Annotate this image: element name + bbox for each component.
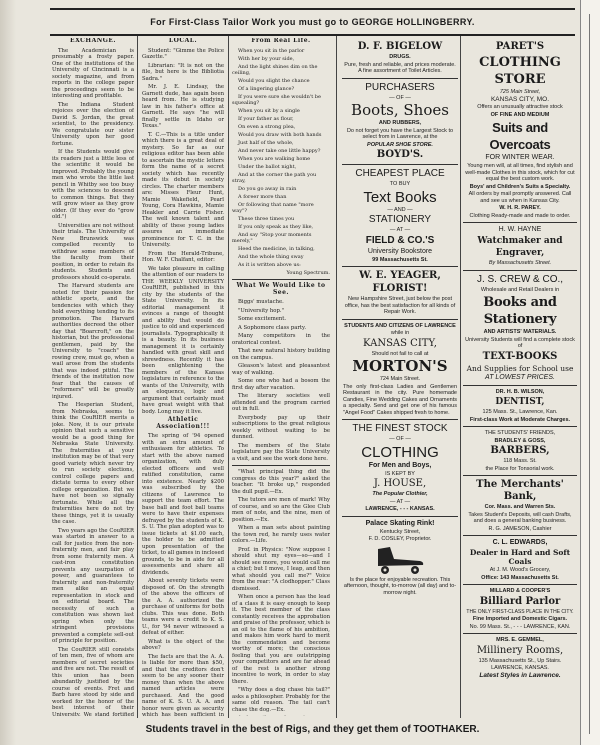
ad-line: TO BUY: [389, 181, 411, 187]
poem-line: And never take one little happy?: [238, 147, 321, 154]
ad-edwards: [463, 536, 577, 585]
exchange-column: [52, 38, 134, 716]
poem-line: And say "Stop your moments merely,": [232, 231, 312, 244]
ad-title: Books and Stationery: [483, 295, 557, 327]
ad-line: All orders by mail promptly answered. Call and see us when in Kansas City.: [468, 191, 572, 204]
poem-line: Or following that name "more way"?: [232, 201, 314, 214]
joke-paragraph: "Why does a dog chase his tail?" asks a philosopher. Probably for the same old reason. The tail can't chase the dog.—Ex.: [232, 687, 330, 713]
poem-line: When you sit in the parlor: [238, 47, 305, 54]
ad-line: — AND —: [387, 206, 413, 213]
poem-line: A foreer more than: [238, 193, 287, 200]
ad-line: At J. M. Wood's Grocery,: [489, 567, 551, 573]
ad-boyds: [342, 79, 458, 166]
ad-title: The Merchants' Bank,: [476, 479, 564, 502]
poem-line: Heed the medicine, in talking,: [238, 245, 315, 252]
ad-line: C. L. EDWARDS,: [492, 539, 548, 546]
exchange-paragraph: The Harvard students are noted for their passion for athletic sports, and the tendencies with which they hold everything tending to its promotion. The Harvard authorities decreed the other day that "Boarcroft," on the historian, but the professional gentlemen, paid by the University to "coach" the rowing crew, must go, when a wail arose from the students that was indeed pitiful. The friends of the institution now fear that the causes of "reformers" will be greatly injured.: [52, 283, 134, 400]
ad-line: — AT —: [389, 227, 411, 233]
ad-title: DENTIST,: [495, 397, 545, 407]
column-rule: [460, 36, 461, 718]
local-paragraph: Student: "Gimme the Police Gazette.": [142, 47, 224, 60]
ad-line: THE FINEST STOCK: [352, 423, 448, 434]
ad-line: LAWRENCE, KANSAS.: [491, 665, 549, 671]
ad-line: DR. H. B. WILSON,: [495, 388, 545, 395]
ad-line: STUDENTS AND CITIZENS OF LAWRENCE: [344, 322, 456, 329]
poem-line: [232, 715, 330, 716]
ad-line: J. S. CREW & CO.,: [476, 273, 564, 285]
ad-line: Pure, fresh and reliable, and prices moderate. A fine assortment of Toilet Articles.: [344, 61, 456, 74]
ad-line: LAWRENCE, - - - KANSAS.: [365, 506, 435, 512]
ad-line: New Hampshire Street, just below the post office, has the best satisfaction for all kinds of Repair Work.: [344, 296, 456, 315]
ads-column-left: [342, 38, 458, 716]
athletic-paragraph: The spring of '94 opened with an extra amount of enthusiasm for athletics. To start with the above named organization, with duly elected officers and well ratified constitution, came into existence. Nearly $200 was subscribed by the citizens of Lawrence to support the team effort. The base ball and foot ball teams were to have their expenses defrayed by the students of K. S. U. The plan adopted was to issue tickets at $1.00 each, the holder to be admitted upon presentation of the ticket, to all games in inclosed grounds, to be in aide for all assessments and share all dividends.: [142, 433, 224, 576]
ad-hayne: [463, 223, 577, 271]
ad-line: — OF —: [389, 94, 411, 101]
ad-dentist: [463, 386, 577, 428]
ad-line: POPULAR SHOE STORE.: [367, 141, 433, 148]
ad-merchants-bank: [463, 476, 577, 536]
ad-line: — OF —: [389, 436, 411, 442]
wishlist-item: A Sophomore class party.: [238, 324, 307, 331]
ad-line: J. HOUSE,: [373, 478, 427, 489]
poem-signature: Young Spectrum.: [286, 269, 330, 276]
ad-title: D. F. BIGELOW: [357, 41, 443, 52]
ad-line: 725 Main Street,: [499, 89, 541, 95]
ad-line: the Place for Tonsorial work.: [485, 465, 555, 472]
poem-line: If you were sure she wouldn't be squealing?: [232, 93, 321, 106]
ad-line: 99 Massachusetts St.: [372, 256, 428, 263]
ad-line: MILLARD & COOPER'S: [489, 588, 551, 594]
local-paragraph: We take pleasure in calling the attention of our readers to THE WEEKLY UNIVERSITY CouRIER, published in this city by the students of the State University. In its editorial management it evinces a range of thought and ability that would do justice to old and experienced journalists. Typographically it is a beauty. In its business management it is certainly handled with great skill and shrewdness. Recently it has been enlightening the members of the Kansas legislature in reference to the wants of the University, with an eloquence, logic and argument that certainly must have great weight with that body. Long may it live.: [142, 265, 224, 415]
ad-line: 125 Mass. St., Lawrence, Kan.: [482, 409, 558, 415]
poem-line: Just half of the whole,: [238, 139, 294, 146]
ad-title: Billiard Parlor: [479, 595, 561, 607]
poem-line: As it is written above us:: [238, 261, 301, 268]
ad-crew: [463, 271, 577, 386]
ad-line: — AT —: [389, 498, 411, 505]
ad-line: MRS. E. GEMMEL,: [496, 637, 544, 643]
ad-field-co: [342, 165, 458, 267]
ad-line: KANSAS CITY,: [363, 337, 437, 349]
ad-title: Palace Skating Rink!: [365, 519, 435, 527]
divider: [232, 279, 330, 280]
divider: [232, 465, 330, 466]
poem-line: If your father as flour,: [238, 115, 294, 122]
ad-line: AT LOWEST PRICES.: [485, 373, 555, 381]
ad-line: DRUGS.: [389, 54, 411, 60]
ad-line: THE ONLY FIRST-CLASS PLACE IN THE CITY.: [466, 608, 574, 615]
ad-line: The Popular Clothier,: [372, 491, 428, 497]
ad-title: FLORIST!: [372, 283, 428, 294]
ad-line: University Students will find a complete stock of: [465, 336, 575, 349]
joke-paragraph: The tutors are men of mark! Why of course, and so are the Glee Club men of note, and the nine, men of position.—Ex.: [232, 497, 330, 523]
ad-line: Should not fail to call at: [371, 350, 429, 357]
local-paragraph: From the Herald-Tribune, Hon. W. F. Chalfant, editor:: [142, 250, 224, 263]
ad-title: BARBERS,: [490, 445, 550, 456]
ad-line: F. D. COSLEY, Proprietor.: [368, 536, 432, 542]
ad-line: IS KEPT BY: [385, 470, 415, 477]
ad-gemmel: [463, 634, 577, 682]
ad-line: THE STUDENTS' FRIENDS,: [484, 430, 556, 436]
ad-line: STATIONERY: [368, 214, 432, 225]
ad-line: PURCHASERS: [365, 81, 435, 93]
ad-barbers: [463, 427, 577, 476]
ad-line: Kentucky Street,: [379, 528, 421, 535]
ad-billiard: [463, 585, 577, 634]
wishlist-item: Everybody pay up their subscriptions to the great religious weekly without waiting to be dunned.: [232, 414, 330, 440]
ad-line: W. E. YEAGER,: [359, 270, 441, 281]
ad-line: Clothing Ready-made and made to order.: [469, 212, 571, 219]
real-life-heading: From Real Life.: [251, 38, 311, 44]
wishlist-item: The literary societies well attended and the program carried out in full.: [232, 393, 330, 412]
wishlist-item: The members of the State legislature pay the State University a visit, and see the work done here.: [232, 442, 330, 462]
ad-line: FIELD & CO.'S: [365, 234, 435, 246]
poem-line: When you sit by a single: [238, 107, 300, 114]
page-left-margin: [0, 0, 16, 745]
exchange-paragraph: The Indiana Student rejoices over the election of David S. Jordan, the great scientist, to the presidency. We congratulate our sister University upon her good fortune.: [52, 101, 134, 147]
local-paragraph: Mr. J. E. Lindsay, the Garnett dude, has again been heard from. He is studying law in his father's office at Garnett. He says "he will finally settle in Idaho or Texas.": [142, 84, 224, 129]
wishlist-item: Some excitement.: [238, 316, 287, 322]
ad-line: Office: 143 Massachusetts St.: [481, 574, 559, 581]
ad-title: Millinery Rooms,: [476, 644, 564, 656]
next-page-edge: [580, 0, 600, 745]
ad-line: 118 Mass. St.: [503, 458, 537, 464]
ad-bigelow: [342, 38, 458, 79]
wishlist-item: "University hop.": [238, 307, 284, 314]
center-column: [232, 38, 330, 716]
wishlist-item: Some one who had a bosom the first day after vacation.: [232, 378, 330, 391]
ad-title: MORTON'S: [352, 357, 448, 375]
ad-line: R. G. JAMESON, Cashier: [488, 525, 552, 532]
next-page-rule: [589, 14, 590, 734]
athletic-paragraph: About seventy tickets were disposed of. On the strength of the above the officers of the A. A. authorized the purchase of uniforms for both clubs. This was done. Both teams were a credit to K. S. U., for '94 never witnessed a defeat of either.: [142, 578, 224, 636]
wishlist: [232, 299, 330, 462]
ad-line: Takes Student's Deposits, will cash Drafts, and does a general banking business.: [468, 511, 572, 524]
athletic-paragraph: What is the object of the above?: [142, 638, 224, 651]
exchange-paragraph: Two years ago the CouRIER was started in answer to a call for justice from the non-fraternity men, and fair play from some fraternity men. A cast-iron constitution prevents any usurpation of power, and guarantees to fraternity and non-fraternity men alike an equal representation in stock and on editorial board. The necessity of such a constitution was shown last spring when only the stringent provisions prevented a complete sell-out of principle for position.: [52, 527, 134, 644]
wishlist-heading: What We Would Like to See.: [236, 282, 326, 296]
ad-line: No. 99 Mass. St., - - - LAWRENCE, KAN.: [469, 623, 571, 630]
ad-line: OF FINE AND MEDIUM: [490, 111, 550, 118]
column-rule: [228, 36, 229, 718]
ad-title: Text Books: [363, 188, 437, 206]
ad-skating-rink: [342, 517, 458, 600]
poem-line: And the whole thing sway: [238, 253, 304, 260]
ad-house-clothing: [342, 420, 458, 517]
poem-line: Would you draw with both hands: [238, 131, 322, 138]
poem-line: If you only speak as they like,: [238, 223, 314, 230]
ad-line: H. W. HAYNE: [498, 226, 542, 233]
ad-line: Wholesale and Retail Dealers in: [480, 286, 560, 293]
top-banner: For First-Class Tailor Work you must go to GEORGE HOLLINGBERRY.: [50, 8, 575, 36]
ad-yeager: [342, 267, 458, 320]
ad-line: University Bookstore: [367, 247, 433, 255]
real-life-poem: [232, 48, 330, 268]
ad-parets: [463, 38, 577, 223]
ad-line: The only first-class Ladies and Gentlemen Restaurant in the city. Pure homemade Candies, Fine Wedding Cakes and Ornaments a specialty. Send and get one of his famous "Angel Food" Cakes shipped fresh to home.: [343, 383, 457, 416]
ad-line: First-class Work at Moderate Charges.: [469, 416, 571, 423]
local-heading: LOCAL.: [168, 38, 198, 44]
ad-line: Is the place for enjoyable recreation. This afternoon, thought, to-morrow (all day) and to-morrow night.: [343, 576, 457, 596]
local-paragraph: T. C.—This is a title under which there is a great deal of mystery. So far as our religious editor has been able to ascertain the mystic letters form the name of a secret society which has recently made its debut in society circles. The charter members are: Misses Fleur Hunt, Mamie Wakefield, Pearl Young, Cora Hawkins, Mamie Heakler and Carrie Fisher. The well known talent and ability of these young ladies assures an immediate prominence for T. C. in the University.: [142, 131, 224, 248]
exchange-paragraph: The Academician is presumably a frosty paper. One of the institutions of the University of Cincinnati is a society magazine, and from reports in the college paper the proceedings seem to be interesting and profitable.: [52, 47, 134, 99]
ad-line: Latest Styles in Lawrence.: [479, 671, 561, 679]
poem-line: And at the corner the path you stray,: [232, 171, 317, 184]
poem-line: With her by your side,: [238, 55, 295, 62]
wishlist-item: Many competitors in the oratorical contest.: [232, 333, 330, 346]
ad-line: AND RUBBERS,: [378, 120, 422, 126]
ad-line: BRADLEY & GOSS,: [494, 437, 546, 444]
ad-line: Cor. Mass. and Warren Sts.: [484, 504, 556, 510]
poem-line: These three times you: [238, 215, 295, 222]
wishlist-item: That new natural history building on the campus.: [232, 348, 330, 361]
ad-line: W. H. R. PAREY.: [499, 205, 541, 211]
ad-mortons: [342, 320, 458, 421]
ad-line: For Men and Boys,: [368, 461, 432, 469]
ad-line: AND ARTISTS' MATERIALS.: [483, 329, 557, 335]
poem-line: Would you slight the chance: [238, 77, 310, 84]
poem-line: On even a strong plea,: [238, 123, 296, 130]
athletic-paragraph: The facts are that the A. A. is liable for more than $50, and that the creditors don't seem to be any sooner their money than when the above named articles were purchased. And the good name of K. S. U. A. A. and honor were given as security which has been sufficient in: [142, 653, 224, 716]
ad-line: 724 Main Street.: [379, 376, 421, 382]
poem-line: And the light shines dim on the ceiling,: [232, 63, 318, 76]
joke-paragraph: When once a person has the lead of a class it is easy enough to keep it. The best member of the class constantly receives the approbation and praise of the professor, which is an oil to the flame of his ambition, and makes him work hard to merit the commendation and become worthy of more; the conscious feeling that you are outstripping your competitors and are far ahead of the rest is another strong incentive to work, in order to stay there.: [232, 594, 330, 685]
exchange-paragraph: The CouRIER still consists of ten men, five of whom are members of secret societies and five are not. The result of this union has been abundantly justified by the course of events. Fret and Barb have stood by side and worked for the honor of the best interest of their University. We stand fortified: [52, 646, 134, 716]
poem-line: When you are walking home: [238, 155, 311, 162]
ad-line: Do not forget you have the Largest Stock to select from in Lawrence, at the: [346, 127, 454, 140]
ad-line: By Massachusetts Street.: [488, 260, 552, 266]
ad-line: Suits and Overcoats: [489, 120, 551, 152]
local-column: [142, 38, 224, 716]
closing-poem: [232, 715, 330, 716]
joke-paragraph: When a man sets about painting the town red, he rarely uses water colors.—Life.: [232, 525, 330, 544]
ad-line: Boys' and Children's Suits a Specialty.: [469, 183, 571, 190]
ad-line: Fine Imported and Domestic Cigars.: [472, 616, 568, 622]
joke-paragraph: "What principal thing did the congress do this year?" asked the teacher. "It broke up," responded the dull pupil.—Ex.: [232, 469, 330, 495]
ad-line: Young men will, at all times, find stylish and well-made Clothes in this stock, which for cut equal the best custom work.: [465, 163, 575, 182]
ad-title: Dealer in Hard and Soft Coals: [469, 548, 571, 566]
ad-title: Boots, Shoes: [351, 101, 449, 119]
ad-line: TEXT-BOOKS: [482, 350, 558, 362]
ad-line: Offers an unusually attractive stock: [477, 104, 563, 110]
local-paragraph: Librarian: "It is not on the file, but here is the Bibliotia Sadra.": [142, 62, 224, 82]
ad-line: CHEAPEST PLACE: [355, 168, 445, 179]
ad-title: CLOTHING STORE: [479, 55, 561, 87]
bottom-banner: Students travel in the best of Rigs, and they get them of TOOTHAKER.: [145, 724, 480, 735]
ad-title: CLOTHING: [361, 443, 439, 461]
ad-line: 135 Massachusetts St., Up Stairs.: [478, 657, 562, 664]
ad-line: PARET'S: [495, 41, 545, 52]
poem-line: Under the ballot night,: [238, 163, 297, 170]
poem-line: Do you go away in rain: [238, 185, 297, 192]
athletic-heading: Athletic Association!!!: [156, 416, 210, 430]
exchange-paragraph: If the Students would give its readers just a little less of the scientific it would be improved. Probably the young men who wrote the little last pencil in Whitby see too busy with the sciences to descend to common things. But they will grow wiser as they grow older. (If they ever do "grow old."): [52, 149, 134, 220]
exchange-heading: EXCHANGE.: [70, 38, 116, 44]
ad-title: Watchmaker and Engraver,: [477, 236, 563, 258]
ad-line: KANSAS CITY, MO.: [490, 95, 550, 103]
exchange-paragraph: The Hesperian Student, from Nebraska, seems to think the CouRIER merits a joke. Now, it is our private opinion that such a sensitive would be a good thing for Nebraska State University. The fraternities at your institution may be of that very good variety which never try to run society elections, control college papers and dictate terms to every other college organization. But we have not been so signally fortunate. While all the fraternities here do not try these things, yet it is usually the case.: [52, 402, 134, 525]
column-rule: [336, 36, 337, 718]
column-rule: [137, 36, 138, 718]
ad-line: FOR WINTER WEAR.: [485, 154, 555, 161]
wishlist-item: Biggs' mustache.: [238, 299, 284, 305]
exchange-paragraph: Universities are not without their trials. The University of New Brunswick was compelled recently to withdraw some members of the faculty from their position, in order to retain its students. Students and professors should co-operate.: [52, 222, 134, 281]
jokes-list: [232, 469, 330, 713]
ad-line: while in: [390, 330, 410, 336]
ads-column-right: [463, 38, 577, 716]
roller-skate-icon: [370, 545, 430, 575]
ad-line: And Supplies for School use: [466, 363, 574, 373]
wishlist-item: Gleason's latest and pleasantest way of walking.: [232, 363, 330, 376]
poem-line: Of a lingering glance?: [238, 85, 295, 92]
ad-line: BOYD'S.: [376, 149, 424, 160]
joke-paragraph: Prof. in Physics: "Now suppose I should shut my eyes—so—and I should see more, you would call me a chief; but I move, I leap, and then what should you call me?" Voice from the rear: "A clodhopper." Class dismissed.: [232, 546, 330, 592]
